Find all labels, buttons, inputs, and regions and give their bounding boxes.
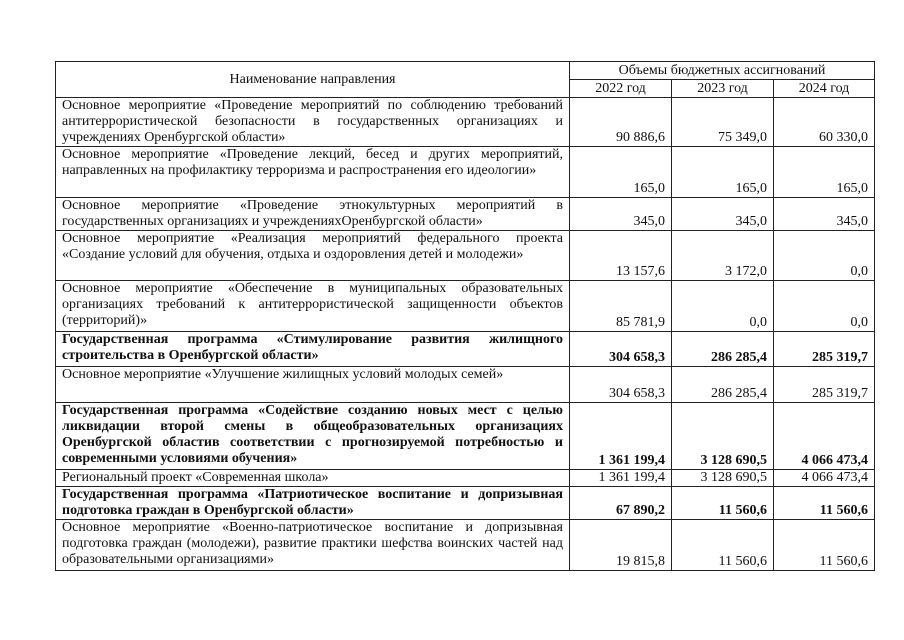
table-row [56,470,875,487]
table-row [56,281,875,332]
row-name-cell: Основное мероприятие «Проведение лекций, бесед и других мероприятий, направленных на профилактику терроризма и распространения его идеологии» [56,147,570,198]
cell-2022: 345,0 [570,198,672,231]
row-name-cell: Основное мероприятие «Военно-патриотическое воспитание и допризывная подготовка граждан (молодежи), развитие практики шефства воинских частей над образовательными организациями» [56,520,570,571]
column-header-2023: 2023 год [672,80,774,98]
cell-2023: 345,0 [672,198,774,231]
cell-2023: 3 128 690,5 [672,470,774,487]
row-name-cell: Государственная программа «Стимулирование развития жилищного строительства в Оренбургской области» [56,332,570,367]
column-group-header: Объемы бюджетных ассигнований [570,62,875,80]
table-row [56,403,875,470]
cell-2022: 165,0 [570,147,672,198]
cell-2024: 345,0 [774,198,875,231]
row-name-cell: Региональный проект «Современная школа» [56,470,570,487]
cell-2023: 3 172,0 [672,231,774,281]
cell-2024: 0,0 [774,231,875,281]
cell-2024: 285 319,7 [774,367,875,403]
table-row [56,520,875,571]
cell-2023: 0,0 [672,281,774,332]
table-header-row [56,62,875,80]
cell-2023: 11 560,6 [672,520,774,571]
cell-2022: 13 157,6 [570,231,672,281]
row-name-cell: Основное мероприятие «Улучшение жилищных условий молодых семей» [56,367,570,403]
row-name-cell: Государственная программа «Содействие созданию новых мест с целью ликвидации второй смены в общеобразовательных организациях Оренбургской областив соответствии с прогнозируемой потребностью и современными условиями обучения» [56,403,570,470]
column-header-2022: 2022 год [570,80,672,98]
cell-2022: 1 361 199,4 [570,470,672,487]
row-name-cell: Основное мероприятие «Проведение мероприятий по соблюдению требований антитеррористической безопасности в государственных организациях и учреждениях Оренбургской области» [56,98,570,147]
table-row [56,231,875,281]
cell-2023: 75 349,0 [672,98,774,147]
cell-2024: 285 319,7 [774,332,875,367]
row-name-cell: Основное мероприятие «Реализация мероприятий федерального проекта «Создание условий для обучения, отдыха и оздоровления детей и молодежи» [56,231,570,281]
cell-2023: 165,0 [672,147,774,198]
cell-2024: 11 560,6 [774,520,875,571]
cell-2024: 60 330,0 [774,98,875,147]
column-header-2024: 2024 год [774,80,875,98]
table-row [56,367,875,403]
cell-2022: 19 815,8 [570,520,672,571]
cell-2023: 3 128 690,5 [672,403,774,470]
table-row [56,147,875,198]
cell-2022: 304 658,3 [570,367,672,403]
cell-2024: 0,0 [774,281,875,332]
row-name-cell: Государственная программа «Патриотическое воспитание и допризывная подготовка граждан в Оренбургской области» [56,487,570,520]
cell-2024: 4 066 473,4 [774,470,875,487]
row-name-cell: Основное мероприятие «Проведение этнокультурных мероприятий в государственных организациях и учрежденияхОренбургской области» [56,198,570,231]
cell-2022: 67 890,2 [570,487,672,520]
table-row [56,98,875,147]
cell-2024: 4 066 473,4 [774,403,875,470]
cell-2023: 286 285,4 [672,332,774,367]
table-row [56,487,875,520]
table-row [56,332,875,367]
cell-2023: 286 285,4 [672,367,774,403]
cell-2022: 85 781,9 [570,281,672,332]
table-row [56,198,875,231]
cell-2022: 90 886,6 [570,98,672,147]
row-name-cell: Основное мероприятие «Обеспечение в муниципальных образовательных организациях требований к антитеррористической защищенности объектов (территорий)» [56,281,570,332]
cell-2023: 11 560,6 [672,487,774,520]
cell-2022: 1 361 199,4 [570,403,672,470]
budget-table [55,61,875,571]
column-header-name: Наименование направления [56,62,570,98]
cell-2022: 304 658,3 [570,332,672,367]
cell-2024: 165,0 [774,147,875,198]
cell-2024: 11 560,6 [774,487,875,520]
